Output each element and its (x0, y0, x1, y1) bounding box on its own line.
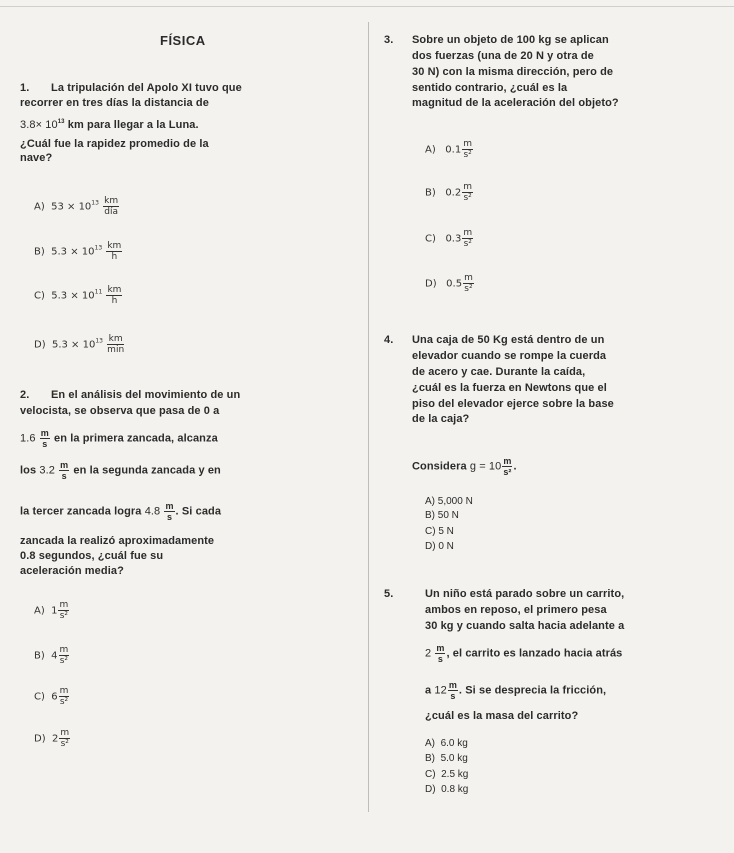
q1-dist-exp: 13 (57, 119, 65, 125)
q5-line4 (425, 643, 622, 664)
q4-d-value: 0 N (438, 541, 454, 552)
q2-line1: En el análisis del movimiento de un (51, 389, 241, 401)
q3-number: 3. (384, 34, 394, 46)
q1-b-letter: B) (34, 246, 45, 258)
q2-l5-tail: . Si cada (175, 505, 222, 518)
q1-option-a[interactable] (34, 196, 120, 217)
q5-v1: 2 (425, 647, 432, 660)
q3-line3: 30 N) con la misma dirección, pero de (412, 66, 614, 78)
q4-line6: de la caja? (412, 413, 470, 425)
q4-option-d[interactable] (425, 541, 454, 552)
q4-option-b[interactable] (425, 510, 459, 521)
q3-c-letter: C) (425, 233, 436, 245)
q2-option-a[interactable] (34, 600, 70, 621)
q1-d-letter: D) (34, 339, 46, 351)
q4-a-letter: A) (425, 496, 435, 507)
q5-option-a[interactable] (425, 738, 468, 749)
q5-b-letter: B) (425, 753, 435, 764)
q2-b-unit: $\frac{m}{\text{s²}}$ (59, 645, 69, 666)
q1-distance-line (20, 116, 199, 132)
q1-b-unit: $\frac{km}{h}$ (107, 241, 122, 262)
q2-b-letter: B) (34, 650, 45, 662)
q3-b-unit: $\frac{m}{\text{s²}}$ (463, 182, 472, 203)
q1-c-letter: C) (34, 290, 45, 302)
q3-b-letter: B) (425, 187, 436, 199)
q5-v2: 12 (434, 684, 447, 697)
q2-line7: 0.8 segundos, ¿cuál fue su (20, 550, 164, 562)
q2-option-d[interactable] (34, 728, 71, 749)
q3-a-value: 0.1 (445, 144, 462, 156)
q2-d-letter: D) (34, 733, 46, 745)
q4-line3: de acero y cae. Durante la caída, (412, 366, 586, 378)
q2-c-unit: $\frac{m}{\text{s²}}$ (59, 686, 69, 707)
q4-line5: piso del elevador ejerce sobre la base (412, 398, 614, 410)
q3-line2: dos fuerzas (una de 20 N y otra de (412, 50, 594, 62)
q2-line6: zancada la realizó aproximadamente (20, 535, 215, 547)
q5-line5 (425, 680, 606, 701)
q1-d-mant: 5.3 × 10 (51, 339, 96, 351)
q2-v1: 1.6 (20, 432, 36, 445)
q1-c-mant: 5.3 × 10 (51, 290, 95, 302)
q3-d-unit: $\frac{m}{\text{s²}}$ (464, 273, 473, 294)
q1-b-mant: 5.3 × 10 (51, 246, 95, 258)
q1-d-exp: 13 (95, 337, 103, 345)
q3-line4: sentido contrario, ¿cuál es la (412, 82, 568, 94)
q5-option-d[interactable] (425, 784, 468, 795)
q1-line1: La tripulación del Apolo XI tuvo que (51, 82, 242, 94)
q4-consider-line: Considera g = 10 $\frac{m}{\text{s²}}$ . (412, 456, 517, 477)
top-rule (0, 6, 734, 7)
q3-option-a[interactable] (425, 139, 474, 160)
q2-l4-pre: los (20, 464, 37, 477)
q3-d-value: 0.5 (446, 278, 463, 290)
q5-line3: 30 kg y cuando salta hacia adelante a (425, 620, 625, 632)
q5-l5-pre: a (425, 684, 432, 697)
q4-d-letter: D) (425, 541, 436, 552)
q4-b-value: 50 N (437, 510, 459, 521)
q3-a-unit: $\frac{m}{\text{s²}}$ (463, 139, 472, 160)
q4-g-unit: $\frac{m}{\text{s²}}$ (503, 456, 512, 477)
q3-option-d[interactable] (425, 273, 475, 294)
q3-option-c[interactable] (425, 228, 474, 249)
q5-l5-tail: . Si se desprecia la fricción, (458, 684, 607, 697)
q1-line4: ¿Cuál fue la rapidez promedio de la (20, 138, 209, 150)
q5-d-letter: D) (425, 784, 436, 795)
q1-dist-tail: km para llegar a la Luna. (67, 119, 199, 131)
column-divider (368, 22, 369, 812)
q1-a-unit: $\frac{km}{\text{día}}$ (104, 196, 119, 217)
q2-option-c[interactable] (34, 686, 70, 707)
q2-number: 2. (20, 389, 30, 401)
q1-c-unit: $\frac{km}{h}$ (107, 285, 122, 306)
q2-v1-unit: $\frac{m}{s}$ (40, 428, 49, 449)
q3-c-value: 0.3 (445, 233, 462, 245)
q4-line2: elevador cuando se rompe la cuerda (412, 350, 607, 362)
q4-option-a[interactable] (425, 496, 473, 507)
q1-number: 1. (20, 82, 30, 94)
q2-line5 (20, 501, 221, 522)
q2-option-b[interactable] (34, 645, 70, 666)
q3-d-letter: D) (425, 278, 437, 290)
q4-line4: ¿cuál es la fuerza en Newtons que el (412, 382, 607, 394)
q4-number: 4. (384, 334, 394, 346)
q2-d-unit: $\frac{m}{\text{s²}}$ (60, 728, 70, 749)
q5-v2-unit: $\frac{m}{s}$ (448, 680, 457, 701)
q2-l4-tail: en la segunda zancada y en (73, 464, 221, 477)
q2-v3: 4.8 (144, 505, 161, 518)
q5-a-value: 6.0 kg (440, 738, 468, 749)
q1-dist-mantissa: 3.8 (20, 119, 36, 131)
q1-line5: nave? (20, 152, 53, 164)
q2-v2: 3.2 (39, 464, 55, 477)
q2-line8: aceleración media? (20, 565, 124, 577)
q4-b-letter: B) (425, 510, 435, 521)
q3-a-letter: A) (425, 144, 436, 156)
q3-c-unit: $\frac{m}{\text{s²}}$ (463, 228, 473, 249)
q1-a-letter: A) (34, 201, 45, 213)
q5-number: 5. (384, 588, 394, 600)
q3-line5: magnitud de la aceleración del objeto? (412, 97, 619, 109)
q2-line4 (20, 460, 221, 481)
q4-a-value: 5,000 N (437, 496, 473, 507)
q5-d-value: 0.8 kg (441, 784, 469, 795)
q2-b-value: 4 (51, 650, 58, 662)
q2-d-value: 2 (51, 733, 59, 745)
q1-option-c[interactable] (34, 285, 123, 306)
q1-option-b[interactable] (34, 241, 123, 262)
q2-c-letter: C) (34, 691, 45, 703)
q5-line1: Un niño está parado sobre un carrito, (425, 588, 625, 600)
q5-option-c[interactable] (425, 769, 468, 780)
q5-c-letter: C) (425, 769, 436, 780)
q2-line2: velocista, se observa que pasa de 0 a (20, 405, 220, 417)
q5-v1-unit: $\frac{m}{s}$ (436, 643, 445, 664)
q2-a-value: 1 (51, 605, 58, 617)
q2-a-unit: $\frac{m}{\text{s²}}$ (59, 600, 69, 621)
q3-option-b[interactable] (425, 182, 474, 203)
q2-a-letter: A) (34, 605, 45, 617)
q2-l5-pre: la tercer zancada logra (20, 505, 142, 518)
q4-c-letter: C) (425, 526, 436, 537)
q2-c-value: 6 (51, 691, 58, 703)
q1-line2: recorrer en tres días la distancia de (20, 97, 209, 109)
q2-v2-unit: $\frac{m}{s}$ (60, 460, 69, 481)
q1-a-mant: 53 × 10 (51, 201, 92, 213)
q5-line2: ambos en reposo, el primero pesa (425, 604, 607, 616)
q4-c-value: 5 N (438, 526, 454, 537)
q1-c-exp: 11 (94, 288, 103, 296)
q5-line6: ¿cuál es la masa del carrito? (425, 710, 579, 722)
q1-dist-times: × 10 (35, 119, 58, 131)
q5-l4-tail: , el carrito es lanzado hacia atrás (446, 647, 623, 660)
q3-line1: Sobre un objeto de 100 kg se aplican (412, 34, 609, 46)
subject-title: FÍSICA (160, 33, 206, 48)
q3-b-value: 0.2 (445, 187, 462, 199)
q1-d-unit: $\frac{km}{\min}$ (107, 334, 125, 355)
q4-g-expr: g = 10 (469, 460, 502, 473)
q1-b-exp: 13 (94, 244, 103, 252)
q5-option-b[interactable] (425, 753, 468, 764)
q4-option-c[interactable] (425, 526, 454, 537)
q5-a-letter: A) (425, 738, 435, 749)
q5-b-value: 5.0 kg (440, 753, 468, 764)
q2-line3 (20, 428, 218, 449)
q1-option-d[interactable] (34, 334, 125, 355)
q4-consider-label: Considera (412, 460, 467, 473)
q4-line1: Una caja de 50 Kg está dentro de un (412, 334, 605, 346)
q2-l3-tail: en la primera zancada, alcanza (54, 432, 218, 445)
q5-c-value: 2.5 kg (441, 769, 469, 780)
q2-v3-unit: $\frac{m}{s}$ (165, 501, 174, 522)
q1-a-exp: 13 (91, 199, 99, 207)
